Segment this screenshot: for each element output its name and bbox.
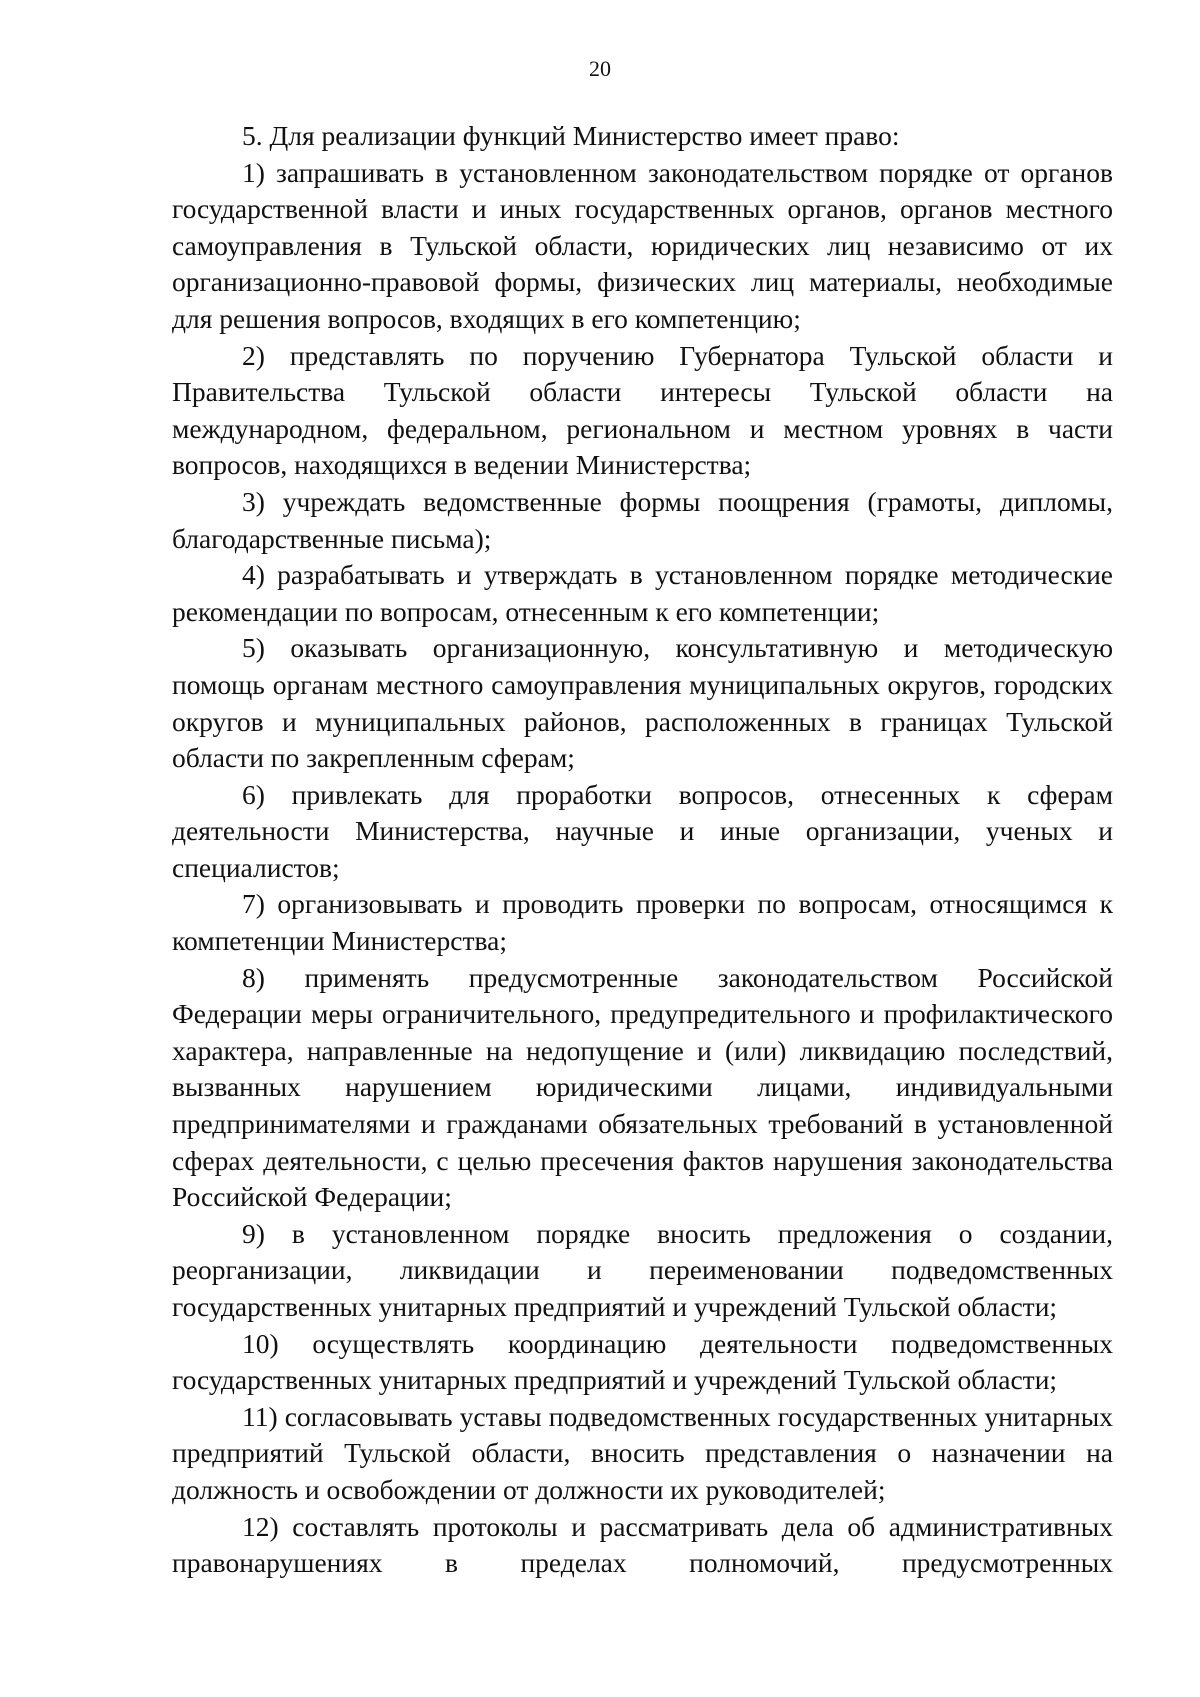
paragraph-item-8: 8) применять предусмотренные законодательством Российской Федерации меры ограничительного, предупредительного и профилактического характера, направленные на недопущение и (или) ликвидацию последствий, вызванных нарушением юридическими лицами, индивидуальными предпринимателями и гражданами обязательных требований в установленной сферах деятельности, с целью пресечения фактов нарушения законодательства Российской Федерации; xyxy=(172,961,1113,1213)
document-body xyxy=(172,118,1113,1582)
paragraph-item-6: 6) привлекать для проработки вопросов, отнесенных к сферам деятельности Министерства, научные и иные организации, ученых и специалистов; xyxy=(172,778,1113,883)
paragraph-intro: 5. Для реализации функций Министерство имеет право: xyxy=(242,120,900,151)
paragraph-item-11: 11) согласовывать уставы подведомственных государственных унитарных предприятий Тульской области, вносить представления о назначении на должность и освобождении от должности их руководителей; xyxy=(172,1400,1113,1505)
paragraph-item-10: 10) осуществлять координацию деятельности подведомственных государственных унитарных предприятий и учреждений Тульской области; xyxy=(172,1327,1113,1396)
paragraph-item-2: 2) представлять по поручению Губернатора Тульской области и Правительства Тульской области интересы Тульской области на международном, федеральном, региональном и местном уровнях в части вопросов, находящихся в ведении Министерства; xyxy=(172,339,1113,481)
paragraph-item-4: 4) разрабатывать и утверждать в установленном порядке методические рекомендации по вопросам, отнесенным к его компетенции; xyxy=(172,559,1113,627)
paragraph-item-9: 9) в установленном порядке вносить предложения о создании, реорганизации, ликвидации и переименовании подведомственных государственных унитарных предприятий и учреждений Тульской области; xyxy=(172,1217,1113,1322)
paragraph-item-5: 5) оказывать организационную, консультативную и методическую помощь органам местного самоуправления муниципальных округов, городских округов и муниципальных районов, расположенных в границах Тульской области по закрепленным сферам; xyxy=(172,632,1113,774)
paragraph-item-12: 12) составлять протоколы и рассматривать дела об административных правонарушениях в пределах полномочий, предусмотренных xyxy=(172,1510,1113,1579)
page-number: 20 xyxy=(589,56,611,81)
paragraph-item-3: 3) учреждать ведомственные формы поощрения (грамоты, дипломы, благодарственные письма); xyxy=(172,485,1113,554)
paragraph-item-7: 7) организовывать и проводить проверки по вопросам, относящимся к компетенции Министерства; xyxy=(172,888,1113,957)
paragraph-item-1: 1) запрашивать в установленном законодательством порядке от органов государственной власти и иных государственных органов, органов местного самоуправления в Тульской области, юридических лиц независимо от их организационно-правовой формы, физических лиц материалы, необходимые для решения вопросов, входящих в его компетенцию; xyxy=(172,156,1113,334)
